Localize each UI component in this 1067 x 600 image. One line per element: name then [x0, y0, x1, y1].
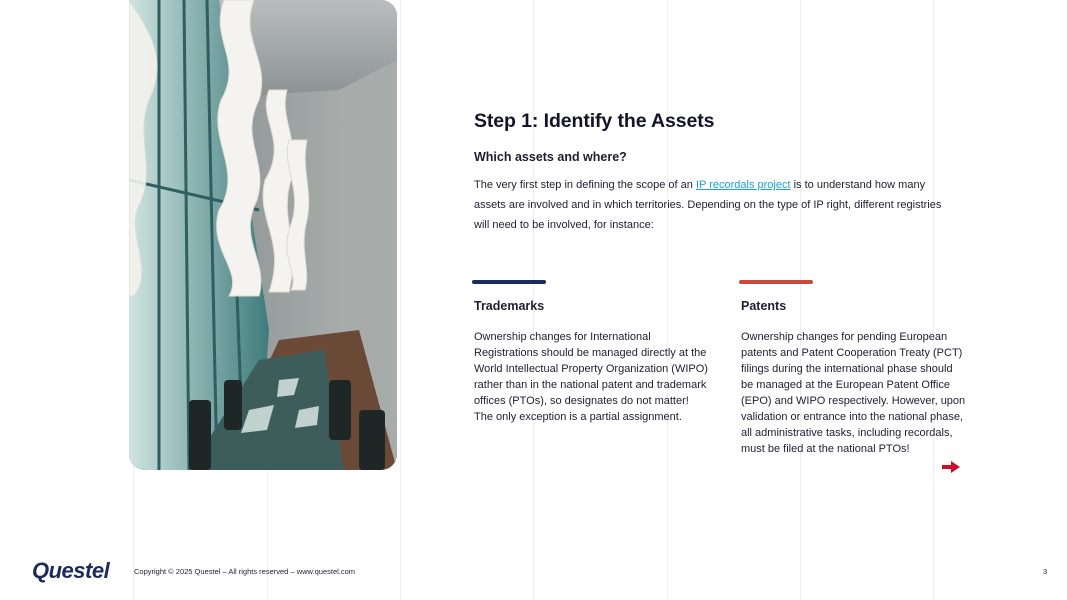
grid-line [933, 0, 934, 600]
trademarks-text: Ownership changes for International Registrations should be managed directly at the World Intellectual Property Organization (WIPO) rather than in the national patent and trademark offices (PTOs), so designates do not matter! The only exception is a partial assignment. [474, 331, 708, 423]
copyright-text: Copyright © 2025 Questel – All rights reserved – www.questel.com [134, 567, 356, 576]
trademarks-accent-bar [472, 280, 546, 284]
grid-line [400, 0, 401, 600]
grid-line [667, 0, 668, 600]
patents-text: Ownership changes for pending European patents and Patent Cooperation Treaty (PCT) filings during the international phase should be managed at the European Patent Office (EPO) and WIPO respectively. However, upon validation or entrance into the national phase, all administrative tasks, including recordals, must be filed at the national PTOs! [741, 331, 966, 455]
ip-recordals-link[interactable]: IP recordals project [695, 179, 791, 191]
page-number: 3 [1043, 567, 1048, 576]
arrow-right-icon[interactable] [942, 460, 960, 474]
questel-logo: Questel [32, 558, 110, 583]
section-subtitle: Which assets and where? [474, 150, 627, 164]
patents-accent-bar [739, 280, 813, 284]
page-title: Step 1: Identify the Assets [474, 110, 715, 132]
trademarks-title: Trademarks [474, 299, 545, 313]
intro-paragraph [474, 175, 944, 235]
intro-text-before: The very first step in defining the scope of an [474, 179, 696, 191]
grid-line [800, 0, 801, 600]
intro-text-after: is to understand how many assets are involved and in which territories. Depending on the type of IP right, different registries will need to be involved, for instance: [474, 179, 942, 231]
interior-photo [129, 0, 397, 470]
patents-title: Patents [741, 299, 787, 313]
